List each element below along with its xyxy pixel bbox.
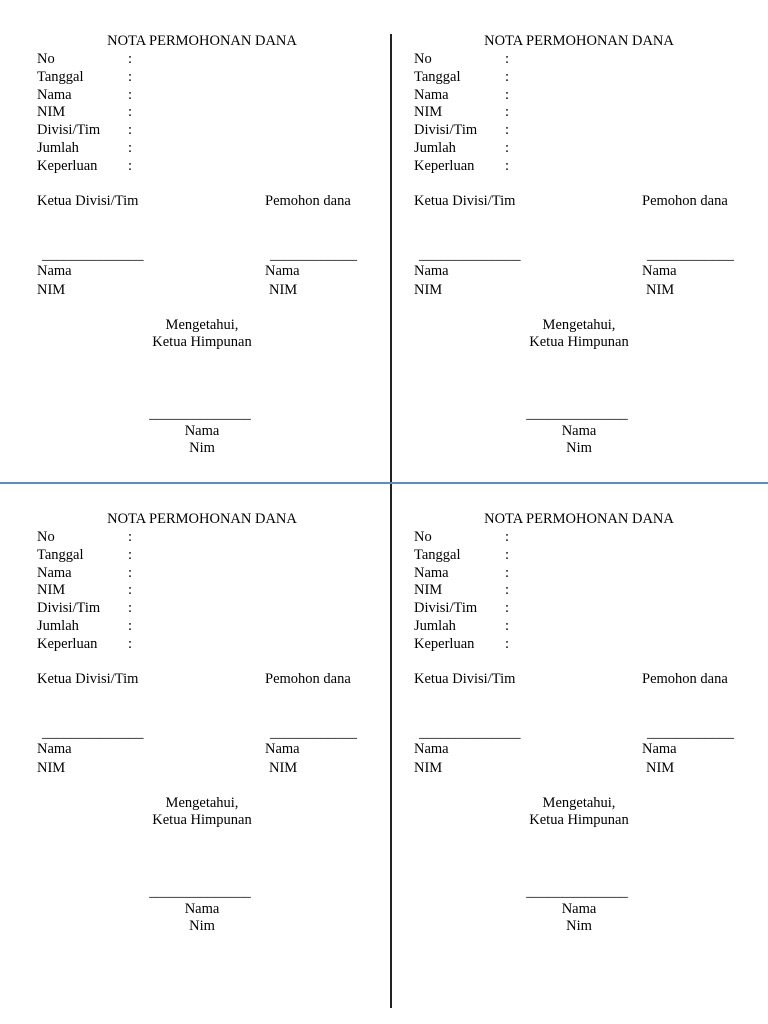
field-label: Divisi/Tim (414, 122, 478, 139)
approval-nim: Nim (566, 440, 592, 456)
right-signer-name: Nama (265, 263, 300, 279)
field-colon: : (128, 600, 133, 617)
field-colon: : (128, 618, 133, 634)
field-label: No (37, 51, 55, 67)
field-label: No (414, 529, 432, 545)
right-signer-role: Pemohon dana (642, 671, 728, 687)
left-signature-line: ______________ (419, 725, 521, 741)
field-label: Jumlah (414, 618, 456, 634)
field-label: Jumlah (37, 140, 79, 156)
field-label: Keperluan (37, 157, 98, 174)
left-signer-name: Nama (37, 741, 72, 757)
left-signature-line: ______________ (42, 725, 144, 741)
approval-label: Mengetahui, (542, 317, 616, 333)
form-title: NOTA PERMOHONAN DANA (484, 511, 674, 527)
left-signer-nim: NIM (37, 760, 66, 776)
field-colon: : (128, 529, 133, 545)
field-colon: : (505, 86, 510, 103)
field-colon: : (128, 564, 133, 581)
approval-nim: Nim (189, 440, 215, 456)
horizontal-cut-line (0, 482, 768, 484)
field-colon: : (505, 122, 510, 139)
field-colon: : (505, 600, 510, 617)
field-colon: : (505, 618, 510, 634)
approval-label: Mengetahui, (165, 317, 239, 333)
field-label: NIM (37, 104, 66, 121)
approval-role: Ketua Himpunan (529, 812, 629, 828)
left-signature-line: ______________ (42, 247, 144, 263)
field-colon: : (128, 546, 133, 563)
approval-name: Nama (561, 901, 597, 917)
approval-signature-line: ______________ (149, 406, 251, 422)
field-label: Nama (414, 86, 449, 103)
left-signer-name: Nama (37, 263, 72, 279)
right-signature-line: ____________ (647, 725, 734, 741)
left-signer-name: Nama (414, 263, 449, 279)
right-signature-line: ____________ (270, 247, 357, 263)
approval-signature-line: ______________ (149, 884, 251, 900)
left-signature-line: ______________ (419, 247, 521, 263)
field-colon: : (505, 635, 510, 652)
field-label: Jumlah (37, 618, 79, 634)
approval-role: Ketua Himpunan (529, 334, 629, 350)
left-signer-role: Ketua Divisi/Tim (37, 671, 139, 687)
approval-name: Nama (184, 901, 220, 917)
left-signer-role: Ketua Divisi/Tim (37, 193, 139, 209)
right-signer-name: Nama (642, 741, 677, 757)
field-label: NIM (414, 104, 443, 121)
field-label: Keperluan (414, 635, 475, 652)
right-signer-name: Nama (265, 741, 300, 757)
left-signer-role: Ketua Divisi/Tim (414, 671, 516, 687)
approval-name: Nama (184, 423, 220, 439)
form-title: NOTA PERMOHONAN DANA (107, 511, 297, 527)
field-label: Keperluan (414, 157, 475, 174)
left-signer-role: Ketua Divisi/Tim (414, 193, 516, 209)
field-label: NIM (414, 582, 443, 599)
approval-nim: Nim (566, 918, 592, 934)
field-colon: : (505, 529, 510, 545)
left-signer-nim: NIM (37, 282, 66, 298)
field-colon: : (128, 157, 133, 174)
field-colon: : (128, 582, 133, 599)
field-label: Divisi/Tim (37, 122, 101, 139)
field-label: Divisi/Tim (37, 600, 101, 617)
field-label: No (414, 51, 432, 67)
right-signer-nim: NIM (646, 282, 675, 298)
field-label: Tanggal (414, 546, 461, 563)
approval-signature-line: ______________ (526, 406, 628, 422)
approval-nim: Nim (189, 918, 215, 934)
right-signer-nim: NIM (269, 760, 298, 776)
approval-name: Nama (561, 423, 597, 439)
field-label: Divisi/Tim (414, 600, 478, 617)
left-signer-nim: NIM (414, 760, 443, 776)
right-signer-role: Pemohon dana (265, 671, 351, 687)
right-signature-line: ____________ (647, 247, 734, 263)
field-label: Tanggal (37, 546, 84, 563)
field-label: Nama (37, 564, 72, 581)
field-label: Tanggal (37, 68, 84, 85)
left-signer-name: Nama (414, 741, 449, 757)
field-label: NIM (37, 582, 66, 599)
field-colon: : (505, 546, 510, 563)
right-signer-nim: NIM (646, 760, 675, 776)
field-label: No (37, 529, 55, 545)
field-colon: : (505, 564, 510, 581)
approval-role: Ketua Himpunan (152, 334, 252, 350)
field-colon: : (128, 51, 133, 67)
approval-signature-line: ______________ (526, 884, 628, 900)
form-title: NOTA PERMOHONAN DANA (484, 33, 674, 49)
field-colon: : (128, 140, 133, 156)
form-title: NOTA PERMOHONAN DANA (107, 33, 297, 49)
field-colon: : (128, 68, 133, 85)
field-colon: : (128, 122, 133, 139)
right-signer-nim: NIM (269, 282, 298, 298)
field-colon: : (505, 140, 510, 156)
approval-label: Mengetahui, (165, 795, 239, 811)
field-colon: : (128, 86, 133, 103)
right-signer-role: Pemohon dana (642, 193, 728, 209)
right-signer-name: Nama (642, 263, 677, 279)
field-colon: : (505, 582, 510, 599)
field-label: Tanggal (414, 68, 461, 85)
right-signer-role: Pemohon dana (265, 193, 351, 209)
field-colon: : (505, 157, 510, 174)
field-label: Keperluan (37, 635, 98, 652)
field-label: Nama (414, 564, 449, 581)
right-signature-line: ____________ (270, 725, 357, 741)
approval-role: Ketua Himpunan (152, 812, 252, 828)
vertical-cut-line (390, 34, 392, 1008)
field-colon: : (505, 104, 510, 121)
field-colon: : (128, 635, 133, 652)
field-colon: : (505, 68, 510, 85)
field-colon: : (505, 51, 510, 67)
approval-label: Mengetahui, (542, 795, 616, 811)
left-signer-nim: NIM (414, 282, 443, 298)
field-label: Jumlah (414, 140, 456, 156)
field-colon: : (128, 104, 133, 121)
field-label: Nama (37, 86, 72, 103)
